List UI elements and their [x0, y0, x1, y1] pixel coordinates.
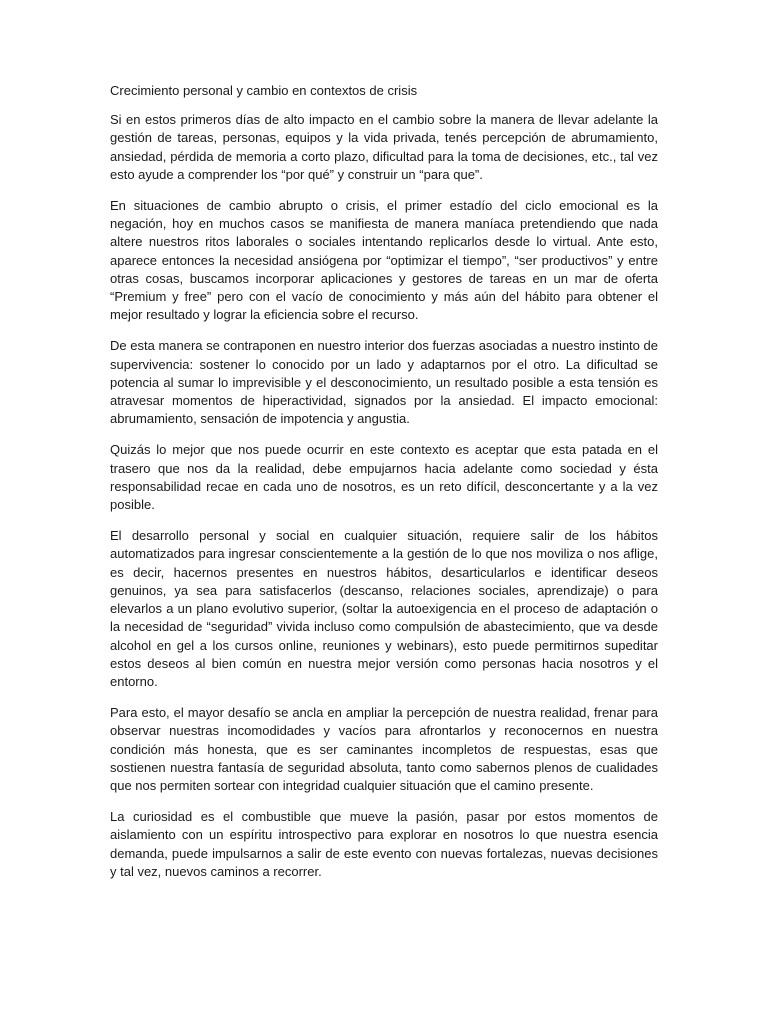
paragraph-1: Si en estos primeros días de alto impacto en el cambio sobre la manera de llevar adelante la gestión de tareas, personas, equipos y la vida privada, tenés percepción de abrumamiento, ansiedad, pérdida de memoria a corto plazo, dificultad para la toma de decisiones, etc., tal vez esto ayude a comprender los “por qué” y construir un “para que”.: [110, 112, 658, 182]
paragraph-7: La curiosidad es el combustible que mueve la pasión, pasar por estos momentos de aislamiento con un espíritu introspectivo para explorar en nosotros lo que nuestra esencia demanda, puede impulsarnos a salir de este evento con nuevas fortalezas, nuevas decisiones y tal vez, nuevos caminos a recorrer.: [110, 809, 658, 879]
document-title: Crecimiento personal y cambio en contextos de crisis: [110, 83, 418, 98]
paragraph-6: Para esto, el mayor desafío se ancla en ampliar la percepción de nuestra realidad, frenar para observar nuestras incomodidades y vacíos para afrontarlos y reconocernos en nuestra condición más honesta, que es ser caminantes incompletos de respuestas, esas que sostienen nuestra fantasía de seguridad absoluta, tanto como sabernos plenos de cualidades que nos permiten sortear con integridad cualquier situación que el camino presente.: [110, 705, 658, 794]
paragraph-5: El desarrollo personal y social en cualquier situación, requiere salir de los hábitos automatizados para ingresar conscientemente a la gestión de lo que nos moviliza o nos aflige, es decir, hacernos presentes en nuestros hábitos, desarticularlos e identificar deseos genuinos, ya sea para satisfacerlos (descanso, relaciones sociales, aprendizaje) o para elevarlos a un plano evolutivo superior, (soltar la autoexigencia en el proceso de adaptación o la necesidad de “seguridad” vivida incluso como compulsión de abastecimiento, que va desde alcohol en gel a los cursos online, reuniones y webinars), esto puede permitirnos supeditar estos deseos al bien común en nuestra mejor versión como personas hacia nosotros y el entorno.: [110, 527, 658, 690]
paragraph-4: Quizás lo mejor que nos puede ocurrir en este contexto es aceptar que esta patada en el trasero que nos da la realidad, debe empujarnos hacia adelante como sociedad y ésta responsabilidad recae en cada uno de nosotros, es un reto difícil, desconcertante y a la vez posible.: [110, 442, 658, 513]
paragraph-3: De esta manera se contraponen en nuestro interior dos fuerzas asociadas a nuestro instinto de supervivencia: sostener lo conocido por un lado y adaptarnos por el otro. La dificultad se potencia al sumar lo imprevisible y el desconocimiento, un resultado posible a esta tensión es atravesar momentos de hiperactividad, signados por la ansiedad. El impacto emocional: abrumamiento, sensación de impotencia y angustia.: [110, 338, 658, 427]
document-page: [110, 82, 658, 894]
paragraph-2: En situaciones de cambio abrupto o crisis, el primer estadío del ciclo emocional es la negación, hoy en muchos casos se manifiesta de manera maníaca pretendiendo que nada altere nuestros ritos laborales o sociales intentando replicarlos desde lo virtual. Ante esto, aparece entonces la necesidad ansiógena por “optimizar el tiempo”, “ser productivos” y entre otras cosas, buscamos incorporar aplicaciones y gestores de tareas en un mar de oferta “Premium y free” pero con el vacío de conocimiento y más aún del hábito para obtener el mejor resultado y lograr la eficiencia sobre el recurso.: [110, 197, 658, 323]
